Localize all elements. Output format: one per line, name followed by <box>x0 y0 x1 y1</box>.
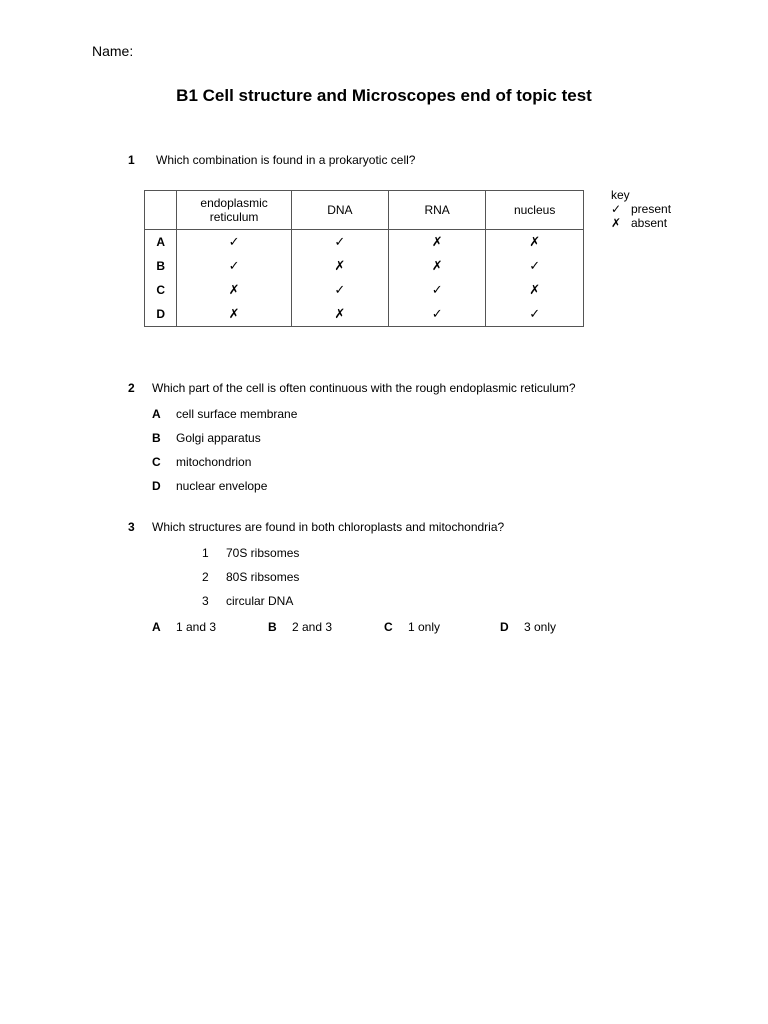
answer-letter: A <box>152 620 161 634</box>
option-text: Golgi apparatus <box>176 431 261 445</box>
answer-text: 1 only <box>408 620 441 634</box>
option-d[interactable] <box>152 479 267 493</box>
option-a[interactable] <box>152 407 297 421</box>
page-title: B1 Cell structure and Microscopes end of topic test <box>176 86 592 105</box>
table-key <box>611 188 671 230</box>
tick-icon: ✓ <box>611 202 622 216</box>
mark-cell: ✓ <box>291 230 388 255</box>
mark-cell: ✓ <box>389 302 486 327</box>
statement-3 <box>202 594 293 608</box>
column-header-rna: RNA <box>389 191 486 230</box>
name-label: Name: <box>92 43 134 59</box>
row-letter: A <box>145 230 177 255</box>
option-text: nuclear envelope <box>176 479 268 493</box>
key-row-absent <box>611 216 671 230</box>
key-present-label: present <box>631 202 672 216</box>
column-header-dna: DNA <box>291 191 388 230</box>
statement-text: 80S ribsomes <box>226 570 300 584</box>
statement-1 <box>202 546 299 560</box>
statement-2 <box>202 570 299 584</box>
question-1-number: 1 <box>128 153 135 167</box>
mark-cell: ✓ <box>177 230 291 255</box>
answer-d[interactable] <box>500 620 556 634</box>
column-header-er: endoplasmic reticulum <box>177 191 291 230</box>
mark-cell: ✗ <box>291 254 388 278</box>
mark-cell: ✗ <box>177 302 291 327</box>
table-row <box>145 254 584 278</box>
statement-text: circular DNA <box>226 594 294 608</box>
answer-b[interactable] <box>268 620 332 634</box>
question-2-number: 2 <box>128 381 135 395</box>
mark-cell: ✗ <box>389 230 486 255</box>
row-letter: B <box>145 254 177 278</box>
answer-text: 1 and 3 <box>176 620 217 634</box>
cross-icon: ✗ <box>611 216 622 230</box>
mark-cell: ✓ <box>291 278 388 302</box>
option-text: mitochondrion <box>176 455 252 469</box>
question-1-table <box>144 190 584 327</box>
mark-cell: ✓ <box>389 278 486 302</box>
option-c[interactable] <box>152 455 251 469</box>
mark-cell: ✓ <box>486 254 584 278</box>
question-3-number: 3 <box>128 520 135 534</box>
mark-cell: ✓ <box>486 302 584 327</box>
option-letter: D <box>152 479 161 493</box>
answer-text: 3 only <box>524 620 557 634</box>
answer-c[interactable] <box>384 620 440 634</box>
answer-text: 2 and 3 <box>292 620 333 634</box>
option-letter: B <box>152 431 161 445</box>
question-3-text: Which structures are found in both chloroplasts and mitochondria? <box>152 520 505 534</box>
statement-number: 3 <box>202 594 209 608</box>
key-row-present <box>611 202 671 216</box>
row-letter: D <box>145 302 177 327</box>
option-letter: A <box>152 407 161 421</box>
question-2-text: Which part of the cell is often continuous with the rough endoplasmic reticulum? <box>152 381 576 395</box>
mark-cell: ✗ <box>486 230 584 255</box>
row-letter: C <box>145 278 177 302</box>
statement-number: 1 <box>202 546 209 560</box>
table-row <box>145 278 584 302</box>
question-1-text: Which combination is found in a prokaryotic cell? <box>156 153 416 167</box>
answer-letter: D <box>500 620 509 634</box>
option-b[interactable] <box>152 431 261 445</box>
table-row <box>145 302 584 327</box>
table-corner-cell <box>145 191 177 230</box>
answer-letter: C <box>384 620 393 634</box>
table-row <box>145 230 584 255</box>
mark-cell: ✗ <box>486 278 584 302</box>
answer-letter: B <box>268 620 277 634</box>
answer-a[interactable] <box>152 620 216 634</box>
option-letter: C <box>152 455 161 469</box>
mark-cell: ✓ <box>177 254 291 278</box>
mark-cell: ✗ <box>389 254 486 278</box>
statement-number: 2 <box>202 570 209 584</box>
statement-text: 70S ribsomes <box>226 546 300 560</box>
mark-cell: ✗ <box>177 278 291 302</box>
key-title: key <box>611 188 630 202</box>
key-absent-label: absent <box>631 216 668 230</box>
option-text: cell surface membrane <box>176 407 298 421</box>
mark-cell: ✗ <box>291 302 388 327</box>
column-header-nucleus: nucleus <box>486 191 584 230</box>
